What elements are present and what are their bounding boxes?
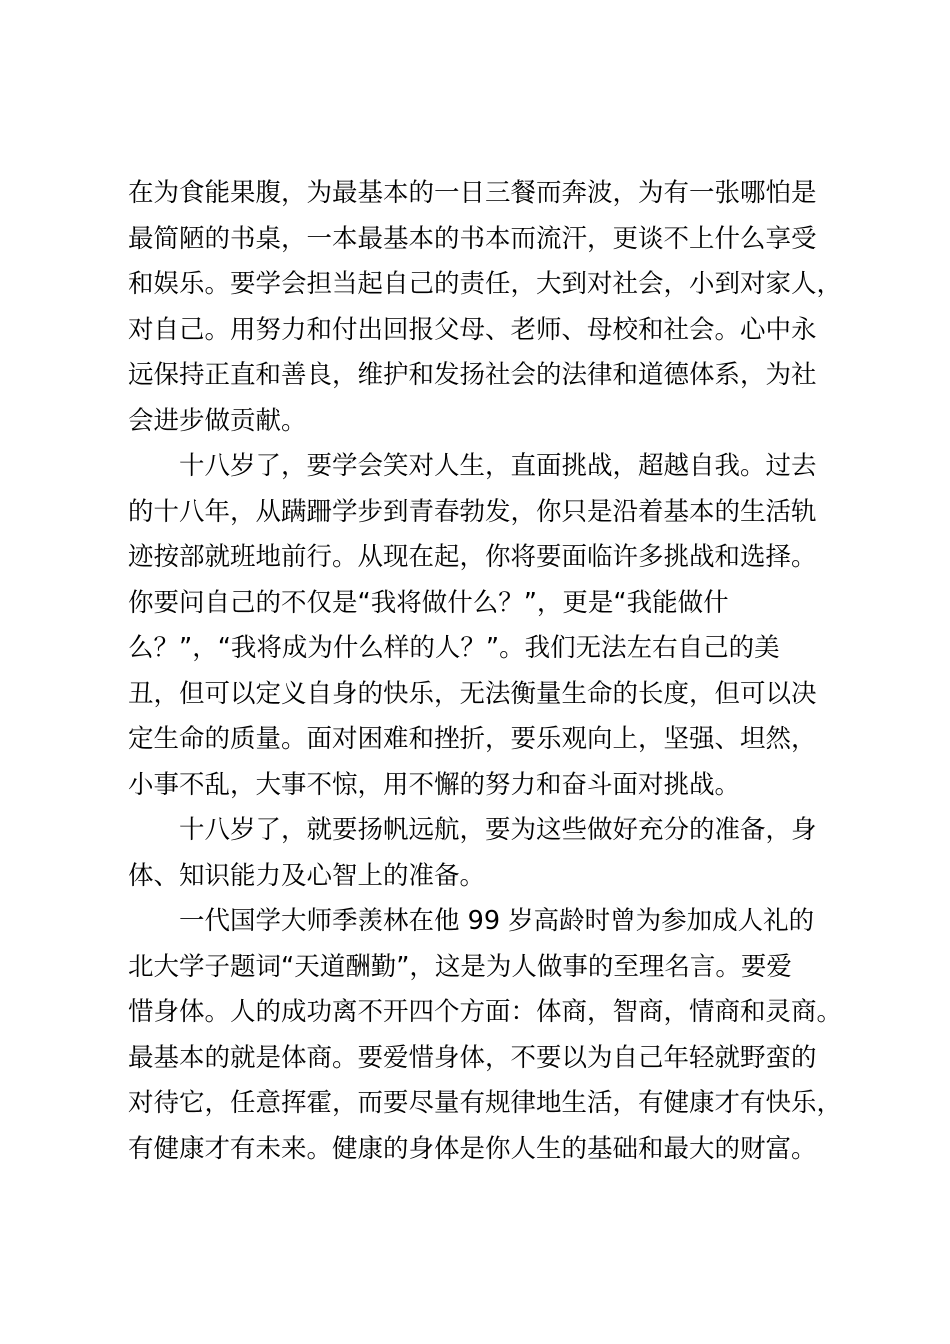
- text-line: 的十八年，从蹒跚学步到青春勃发，你只是沿着基本的生活轨: [128, 496, 817, 527]
- text-line: 最基本的就是体商。要爱惜身体，不要以为自己年轻就野蛮的: [128, 1042, 817, 1073]
- text-line: 丑，但可以定义自身的快乐，无法衡量生命的长度，但可以决: [128, 678, 817, 709]
- text-line: 小事不乱，大事不惊，用不懈的努力和奋斗面对挑战。: [128, 769, 741, 800]
- text-line: 惜身体。人的成功离不开四个方面：体商，智商，情商和灵商。: [128, 997, 843, 1027]
- text-line: 么？”，“我将成为什么样的人？”。我们无法左右自己的美: [128, 633, 780, 663]
- text-line: 有健康才有未来。健康的身体是你人生的基础和最大的财富。: [128, 1133, 817, 1164]
- text-line: 十八岁了，就要扬帆远航，要为这些做好充分的准备，身: [128, 815, 817, 845]
- text-line: 你要问自己的不仅是“我将做什么？”，更是“我能做什: [128, 587, 729, 618]
- text-line: 远保持正直和善良，维护和发扬社会的法律和道德体系，为社: [128, 360, 817, 390]
- text-line: 定生命的质量。面对困难和挫折，要乐观向上，坚强、坦然，: [128, 724, 817, 754]
- text-line: 在为食能果腹，为最基本的一日三餐而奔波，为有一张哪怕是: [128, 178, 817, 208]
- text-line: 会进步做贡献。: [128, 405, 307, 436]
- text-line: 对待它，任意挥霍，而要尽量有规律地生活，有健康才有快乐，: [128, 1088, 843, 1118]
- text-line: 十八岁了，要学会笑对人生，直面挑战，超越自我。过去: [128, 451, 817, 481]
- text-line: 最简陋的书桌，一本最基本的书本而流汗，更谈不上什么享受: [128, 223, 817, 254]
- text-line: 体、知识能力及心智上的准备。: [128, 860, 486, 891]
- text-line: 和娱乐。要学会担当起自己的责任，大到对社会，小到对家人，: [128, 269, 843, 299]
- body-text: [128, 171, 868, 1172]
- text-line: 对自己。用努力和付出回报父母、老师、母校和社会。心中永: [128, 314, 817, 345]
- text-line: 北大学子题词“天道酬勤”，这是为人做事的至理名言。要爱: [128, 951, 792, 982]
- text-line: 一代国学大师季羡林在他 99 岁高龄时曾为参加成人礼的: [128, 906, 815, 936]
- text-line: 迹按部就班地前行。从现在起，你将要面临许多挑战和选择。: [128, 542, 817, 572]
